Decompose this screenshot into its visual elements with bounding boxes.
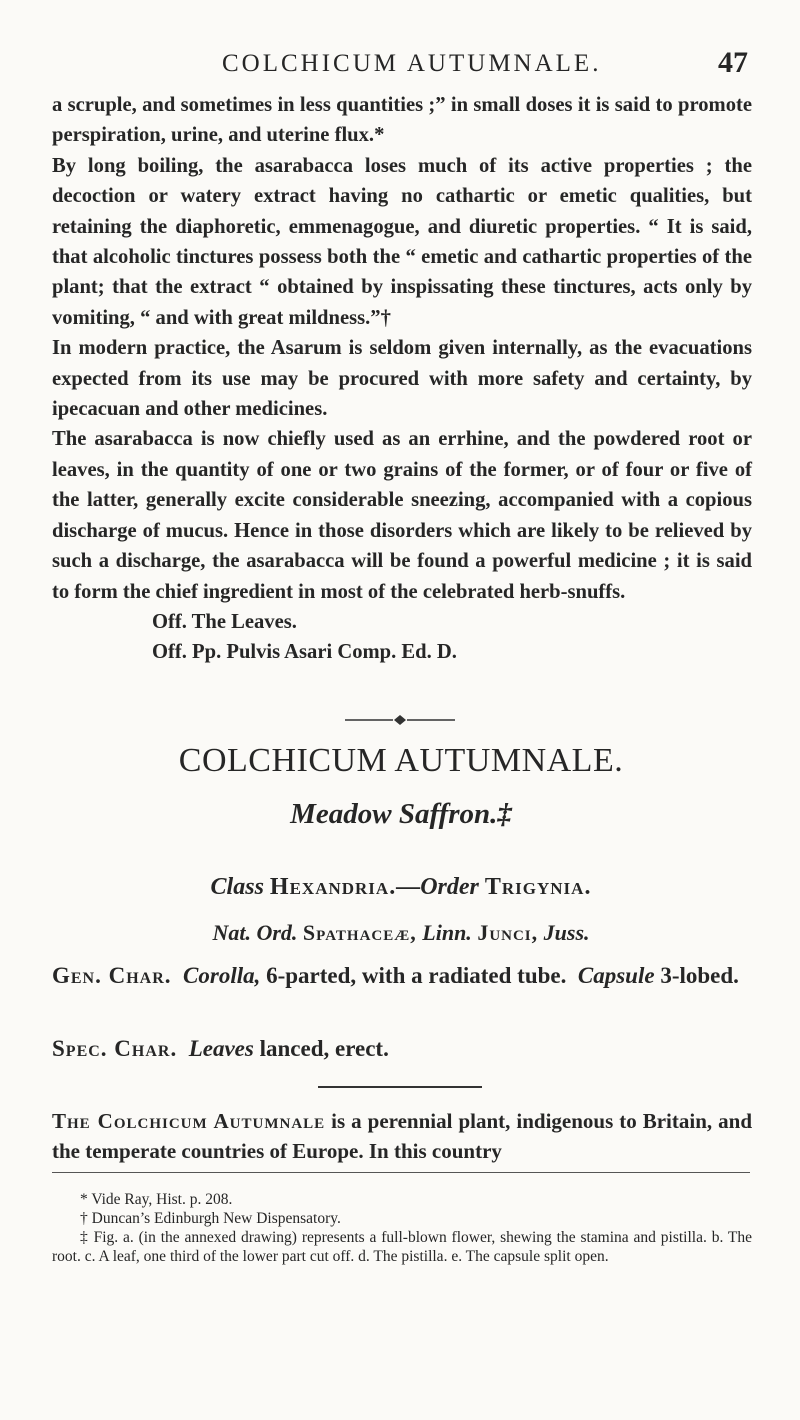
nat-label: Nat. Ord. — [212, 920, 298, 945]
paragraph-3: In modern practice, the Asarum is seldom given internally, as the evacuations expected from its use may be procured with more safety and certainty, by ipecacuan and other medicines. — [52, 337, 752, 421]
order-label: —Order — [396, 874, 479, 900]
specific-character — [52, 1036, 752, 1062]
section-title: COLCHICUM AUTUMNALE. — [178, 742, 624, 779]
nat-value-linn: Spathaceæ, — [302, 920, 417, 945]
natural-order-line — [52, 920, 750, 946]
gen-text-1: 6-parted, with a radiated tube. — [266, 963, 567, 988]
spec-leaves: Leaves — [188, 1036, 254, 1061]
nat-value-juss: Junci, — [477, 920, 539, 945]
para-text: is a perennial plant, indigenous to Britain, and the temperate countries of Europe. In this country — [52, 1109, 752, 1163]
order-value: Trigynia. — [484, 874, 592, 900]
nat-author-linn: Linn. — [422, 920, 472, 945]
officinal-line-2: Off. Pp. Pulvis Asari Comp. Ed. D. — [152, 641, 457, 664]
gen-corolla: Corolla, — [183, 963, 261, 988]
spec-text: lanced, erect. — [259, 1036, 389, 1061]
gen-char-label: Gen. Char. — [52, 963, 172, 988]
footnote-1: * Vide Ray, Hist. p. 208. — [80, 1191, 233, 1208]
gen-text-2: 3-lobed. — [660, 963, 739, 988]
classification-line — [52, 874, 750, 901]
para-lead: The Colchicum Autumnale — [52, 1109, 326, 1133]
section-subtitle: Meadow Saffron.‡ — [290, 798, 512, 830]
body-text — [52, 90, 752, 668]
spec-char-label: Spec. Char. — [52, 1036, 178, 1061]
nat-author-juss: Juss. — [543, 920, 590, 945]
class-label: Class — [210, 874, 264, 900]
running-title: COLCHICUM AUTUMNALE. — [222, 50, 602, 77]
section-rule — [318, 1086, 482, 1088]
footnote-rule — [52, 1172, 750, 1173]
footnote-3: ‡ Fig. a. (in the annexed drawing) represents a full-blown flower, shewing the stamina and pistilla. b. The root. c. A leaf, one third of the lower part cut off. d. The pistilla. e. The capsule split open. — [52, 1229, 752, 1265]
page-number: 47 — [718, 46, 748, 79]
footnotes — [52, 1190, 752, 1266]
running-head — [0, 46, 800, 90]
gen-capsule: Capsule — [577, 963, 655, 988]
description-paragraph — [52, 1106, 752, 1166]
paragraph-2: By long boiling, the asarabacca loses much of its active properties ; the decoction or watery extract having no cathartic or emetic qualities, but retaining the diaphoretic, emmenagogue, and diuretic properties. “ It is said, that alcoholic tinctures possess both the “ emetic and cathartic properties of the plant; that the extract “ obtained by inspissating these tinctures, acts only by vomiting, “ and with great mildness.”† — [52, 154, 752, 329]
class-value: Hexandria. — [269, 874, 397, 900]
paragraph-4: The asarabacca is now chiefly used as an errhine, and the powdered root or leaves, in the quantity of one or two grains of the former, or of four or five of the latter, generally excite considerable sneezing, accompanied with a copious discharge of mucus. Hence in those disorders which are likely to be relieved by such a discharge, the asarabacca will be found a powerful medicine ; it is said to form the chief ingredient in most of the celebrated herb-snuffs. — [52, 428, 752, 603]
footnote-2: † Duncan’s Edinburgh New Dispensatory. — [80, 1210, 341, 1227]
paragraph-1: a scruple, and sometimes in less quantities ;” in small doses it is said to promote perspiration, urine, and uterine flux.* — [52, 94, 752, 147]
generic-character — [52, 960, 752, 992]
officinal-line-1: Off. The Leaves. — [152, 610, 297, 633]
ornament-divider — [345, 714, 455, 726]
